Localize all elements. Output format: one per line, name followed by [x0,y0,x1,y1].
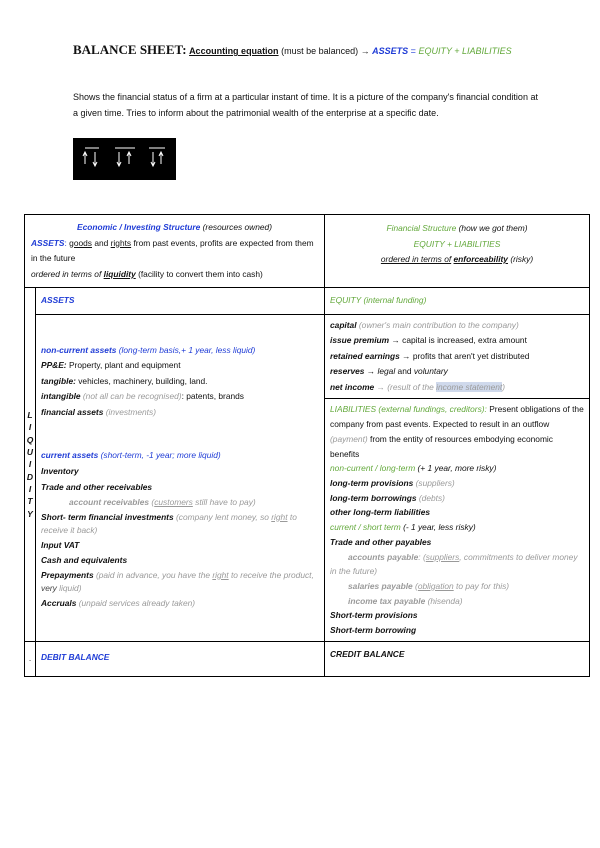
intangible-note: (not all can be recognised) [82,391,182,402]
liq-letter: Q [26,434,34,445]
noncurrent-note: (long-term basis,+ 1 year, less liquid) [118,344,256,355]
liq-letter: D [26,471,34,482]
debit-balance: DEBIT BALANCE [41,651,110,662]
liq-letter: I [28,483,32,494]
ordered-text: ordered in terms of [31,268,102,279]
prepay-c: liquid) [59,583,82,594]
intangible-label: intangible [41,391,81,402]
tangible-text: vehicles, machinery, building, land. [78,375,208,386]
table-header-row [25,215,590,288]
ordered-note: (facility to convert them into cash) [138,268,263,279]
credit-cell [325,641,590,677]
trade-payables: Trade and other payables [330,536,432,547]
accruals-label: Accruals [41,597,77,608]
assets-label: ASSETS [31,237,65,248]
liquidity-word: liquidity [103,268,136,279]
liabilities-note: (external fundings, creditors): [378,404,487,415]
financial-title: Financial Structure [386,223,457,233]
cash-equivalents: Cash and equivalents [41,555,128,566]
equation-thumbnail-image [73,138,176,180]
itp-note: (hisenda) [427,595,463,606]
equity-note: (internal funding) [363,295,427,306]
netincome-a: → (result of the [376,381,434,392]
liabilities-label: LIABILITIES [330,404,377,415]
equity-header: EQUITY [330,295,362,306]
income-statement: income statement [436,381,503,392]
dot: . [28,653,32,664]
prepay-label: Prepayments [41,569,94,580]
assets-desc: from past events, profits are expected from them in the future [31,237,314,264]
credit-balance: CREDIT BALANCE [330,648,405,659]
salaries-b: to pay for this) [456,580,510,591]
sti-label: Short- term financial investments [41,511,174,522]
goods-word: goods [69,237,92,248]
capital-label: capital [330,319,357,330]
ar-customers: customers [154,497,193,508]
salaries-label: salaries payable [348,580,413,591]
prepay-very: very [41,583,57,594]
title: BALANCE SHEET: [73,42,187,57]
liq-letter: T [27,496,33,507]
retained-text: → profits that aren't yet distributed [402,350,530,361]
financial-assets-label: financial assets [41,406,104,417]
ap-suppliers: suppliers [425,551,460,562]
rights-word: rights [110,237,132,248]
economic-note: (resources owned) [202,222,272,232]
ap-b: , commitments to deliver money in the future) [330,551,578,577]
current-liab-note: (- 1 year, less risky) [403,522,476,533]
title-equity-liabilities: EQUITY + LIABILITIES [418,46,512,56]
ar-label: account receivables [69,497,150,508]
balance-sheet-table [24,214,590,677]
enforceability-word: enforceability [453,254,508,265]
assets-content [36,314,325,641]
liabilities-content [325,399,590,641]
reserves-label: reserves [330,366,365,377]
ltp-label: long-term provisions [330,477,414,488]
ppe-label: PP&E: [41,360,67,371]
economic-title: Economic / Investing Structure [76,222,201,232]
voluntary-word: voluntary [413,366,448,377]
noncurrent-liab: non-current / long-term [330,463,416,474]
premium-label: issue premium [330,335,390,346]
intangible-text: : patents, brands [181,391,244,402]
risky-word: (risky) [510,254,534,265]
accruals-note: (unpaid services already taken) [78,597,196,608]
section-header-row [25,288,590,315]
ordered-right: ordered in terms of [380,254,452,265]
and-word-2: and [397,366,412,377]
tangible-label: tangible: [41,375,76,386]
equity-content [325,314,590,399]
capital-note: (owner's main contribution to the company) [358,319,519,330]
inventory: Inventory [41,466,79,477]
ltp-note: (suppliers) [415,477,455,488]
liquidity-letters [25,409,35,520]
liabilities-desc-a: Present obligations of the company from past events. Expected to result in an outflow [330,404,584,430]
noncurrent-liab-note: (+ 1 year, more risky) [417,463,497,474]
liabilities-desc-b: from the entity of resources embodying economic benefits [330,433,553,459]
input-vat: Input VAT [41,539,80,550]
itp-label: income tax payable [348,595,426,606]
stp-label: Short-term provisions [330,610,418,621]
sti-note-a: (company lent money, so [175,511,269,522]
retained-label: retained earnings [330,350,400,361]
ltb-note: (debts) [418,492,445,503]
ar-note-b: still have to pay) [195,497,256,508]
noncurrent-label: non-current assets [41,344,117,355]
liquidity-column [25,288,36,642]
equity-header-cell [325,288,590,315]
ar-note-a: ( [151,497,155,508]
assets-header-cell [36,288,325,315]
liq-letter: Y [27,508,33,519]
financial-note: (how we got them) [458,223,528,233]
ap-label: accounts payable [348,551,419,562]
netincome-b: ) [502,381,506,392]
debit-cell [36,641,325,677]
intro-paragraph: Shows the financial status of a firm at a particular instant of time. It is a picture of the company's financial condition at a given time. Tries to inform about the patrimonial wealth of the enterprise at a specific date. [73,92,538,118]
ppe-text: Property, plant and equipment [68,360,181,371]
current-liab: current / short term [330,522,401,533]
prepay-b: to receive the product, [230,569,314,580]
subtitle: Accounting equation [189,46,279,56]
assets-header: ASSETS [41,295,75,306]
liq-letter: I [28,459,32,470]
page-title [73,38,543,63]
liq-letter: U [26,446,34,457]
title-equals: = [410,46,416,56]
current-note: (short-term, -1 year; more liquid) [100,450,221,461]
oltl-label: other long-term liabilities [330,507,431,518]
salaries-obligation: obligation [417,580,454,591]
payment-note: (payment) [330,433,368,444]
sti-right: right [271,511,288,522]
liq-letter: I [28,422,32,433]
economic-structure-head: Economic / Investing Structure (resources owned) ASSETS: goods and rights from past events, profits are expected from them in the future ordered in terms of liquidity (facility to convert them into cash) [25,215,325,288]
title-assets: ASSETS [372,46,409,56]
netincome-label: net income [330,381,375,392]
salaries-a: ( [415,580,418,591]
stb-label: Short-term borrowing [330,625,417,636]
reserves-arrow: → [366,366,376,377]
balance-row [25,641,590,677]
ap-a: : ( [418,551,426,562]
title-note: (must be balanced) → [281,46,370,56]
prepay-a: (paid in advance, you have the [95,569,211,580]
liq-letter: L [27,410,33,421]
dot-cell [25,641,36,677]
premium-text: → capital is increased, extra amount [391,335,527,346]
ltb-label: long-term borrowings [330,492,417,503]
content-row [25,314,590,399]
legal-word: legal [377,366,396,377]
sti-note-b: to receive it back) [41,511,297,536]
prepay-right: right [212,569,229,580]
trade-receivables: Trade and other receivables [41,481,153,492]
financial-assets-note: (investments) [105,406,156,417]
current-label: current assets [41,450,99,461]
equity-liabilities-label: EQUITY + LIABILITIES [413,238,501,249]
and-word: and [94,237,109,248]
financial-structure-head [325,215,590,288]
